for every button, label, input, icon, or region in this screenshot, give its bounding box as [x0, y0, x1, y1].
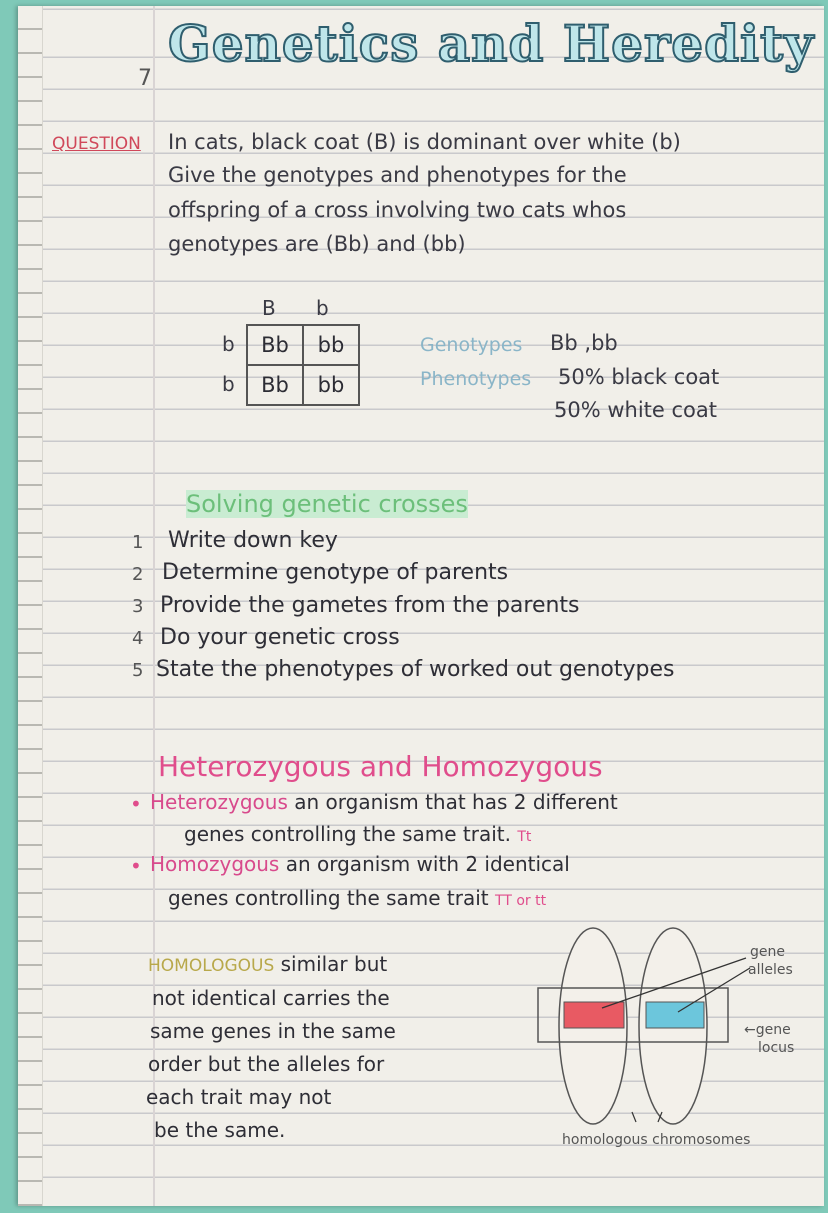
punnett-cell: Bb [247, 365, 303, 405]
step-number: 5 [132, 660, 144, 681]
homologous-line [148, 952, 387, 976]
step-text: Provide the gametes from the parents [160, 593, 580, 618]
punnett-square [246, 324, 360, 406]
heterozygous-definition: an organism that has 2 different [287, 790, 618, 814]
step-number: 1 [132, 532, 144, 553]
allele-left [564, 1002, 624, 1028]
homologous-line: be the same. [154, 1118, 286, 1142]
solving-heading [186, 490, 468, 518]
bullet-icon: • [130, 854, 142, 878]
punnett-col-allele: B [262, 296, 276, 320]
allele-right [646, 1002, 704, 1028]
step-text: Determine genotype of parents [162, 560, 509, 585]
heterozygous-term: Heterozygous [150, 790, 288, 814]
gene-locus-label: ←gene [744, 1022, 791, 1038]
homozygous-definition: genes controlling the same trait [168, 886, 489, 910]
gene-alleles-label: alleles [748, 962, 793, 978]
punnett-col-allele: b [316, 296, 329, 320]
question-line: In cats, black coat (B) is dominant over white (b) [168, 130, 681, 154]
homozygous-line [168, 886, 546, 910]
phenotypes-label: Phenotypes [420, 368, 532, 390]
step-number: 3 [132, 596, 144, 617]
punnett-cell: bb [303, 325, 359, 365]
punnett-cell: Bb [247, 325, 303, 365]
chromosome-arrow [632, 1112, 636, 1122]
phenotypes-value: 50% white coat [554, 398, 717, 422]
heterozygous-definition: genes controlling the same trait. [184, 822, 512, 846]
step-text: Do your genetic cross [160, 625, 400, 650]
punnett-cell: bb [303, 365, 359, 405]
gene-alleles-label: gene [750, 944, 785, 960]
homologous-line: not identical carries the [152, 986, 390, 1010]
question-line: Give the genotypes and phenotypes for the [168, 163, 627, 187]
page-title: Genetics and Heredity [168, 14, 815, 73]
homologous-line: same genes in the same [150, 1019, 396, 1043]
homologous-definition: similar but [274, 952, 388, 976]
notebook-page [18, 6, 824, 1206]
homozygous-term: Homozygous [150, 852, 280, 876]
chromosomes-label: homologous chromosomes [562, 1132, 751, 1148]
genotypes-label: Genotypes [420, 334, 523, 356]
question-line: genotypes are (Bb) and (bb) [168, 232, 466, 256]
homozygous-line [150, 852, 570, 876]
page-number: 7 [138, 66, 152, 91]
chromosome-diagram [528, 916, 818, 1170]
homologous-line: each trait may not [146, 1085, 332, 1109]
step-number: 4 [132, 628, 144, 649]
heterozygous-note: Tt [517, 829, 532, 845]
zygous-heading: Heterozygous and Homozygous [158, 750, 603, 783]
punnett-row-allele: b [222, 332, 235, 356]
solving-heading-text: Solving genetic crosses [186, 490, 468, 518]
step-text: Write down key [168, 528, 338, 553]
heterozygous-line [150, 790, 618, 814]
punnett-row-allele: b [222, 372, 235, 396]
heterozygous-line [184, 822, 531, 846]
phenotypes-value: 50% black coat [558, 365, 720, 389]
step-text: State the phenotypes of worked out genotypes [156, 657, 675, 682]
homozygous-definition: an organism with 2 identical [279, 852, 570, 876]
bullet-icon: • [130, 792, 142, 816]
genotypes-value: Bb ,bb [550, 331, 618, 355]
question-line: offspring of a cross involving two cats whos [168, 198, 627, 222]
question-label: QUESTION [52, 134, 141, 154]
gene-locus-label: locus [758, 1040, 795, 1056]
step-number: 2 [132, 564, 144, 585]
homologous-line: order but the alleles for [148, 1052, 385, 1076]
spiral-binding [18, 6, 43, 1206]
homozygous-note: TT or tt [495, 893, 547, 909]
homologous-term: HOMOLOGOUS [148, 956, 275, 976]
